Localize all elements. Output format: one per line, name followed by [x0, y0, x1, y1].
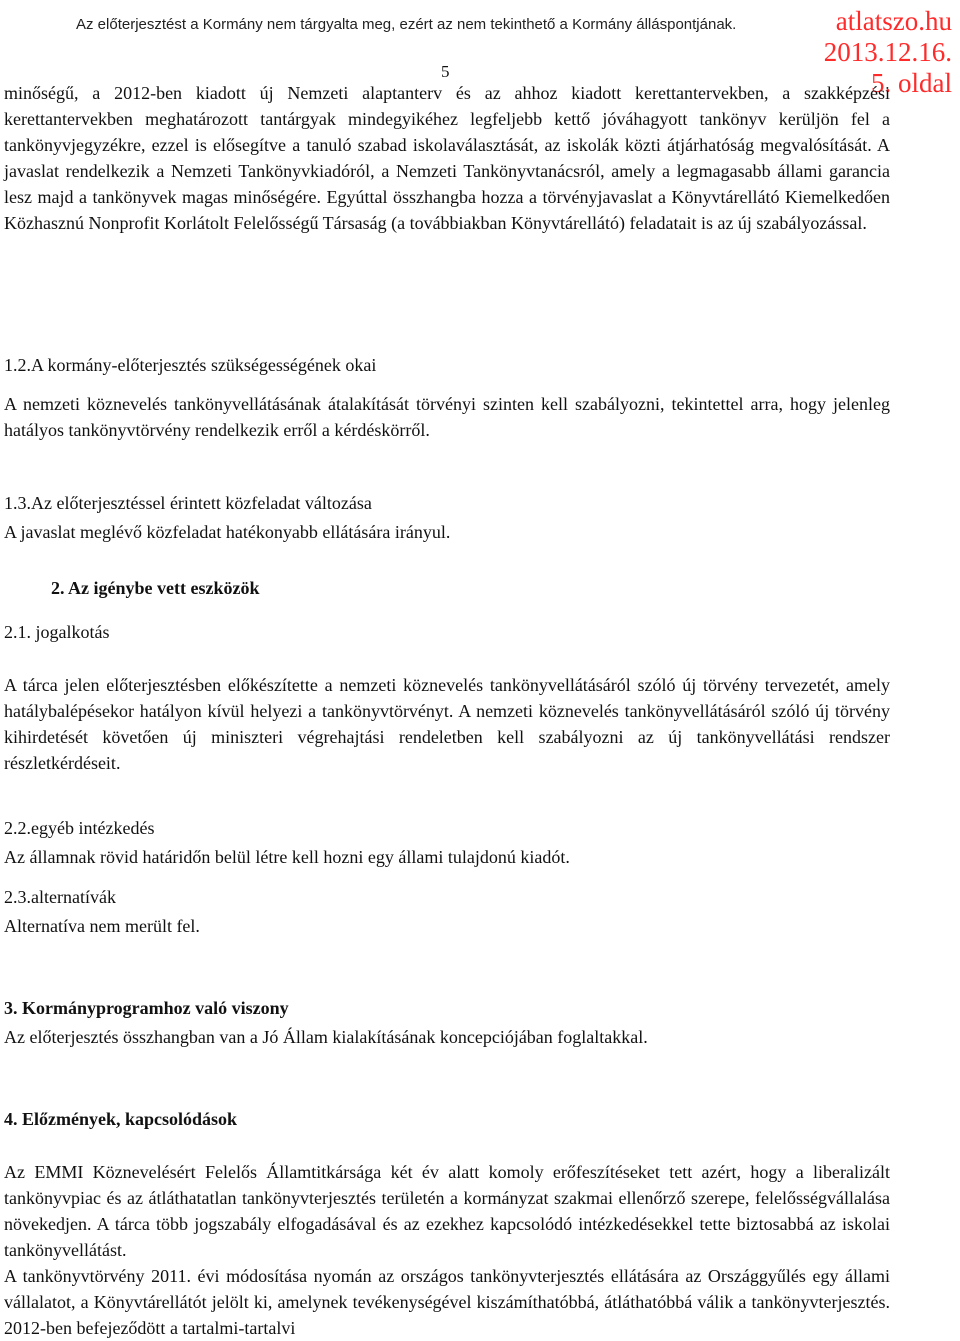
section-2-1-body: A tárca jelen előterjesztésben előkészítette a nemzeti köznevelés tankönyvellátásáról szóló új törvény tervezetét, amely hatálybalépésekor hatályon kívül helyezi a tankönyvtörvényt. A nemzeti köznevelés tankönyvellátásáról szóló új törvény kihirdetését követően új miniszteri végrehajtási rendeletben kell szabályozni az új tankönyvellátási rendszer részletkérdéseit. [4, 675, 890, 773]
section-4-paragraph-1: Az EMMI Köznevelésért Felelős Államtitkársága két év alatt komoly erőfeszítéseket tett azért, hogy a liberalizált tankönyvpiac és az átláthatatlan tankönyvterjesztés területén a kormányzat szakmai ellenőrző szerepe, felelősségvállalása növekedjen. A tárca több jogszabály elfogadásával és az ezekhez kapcsolódó intézkedésekkel tette biztosabbá az iskolai tankönyvellátást. [4, 1162, 890, 1260]
section-2-1-heading: 2.1. jogalkotás [4, 622, 110, 642]
section-4-heading: 4. Előzmények, kapcsolódások [4, 1109, 238, 1129]
section-3-heading: 3. Kormányprogramhoz való viszony [4, 998, 289, 1018]
section-2-2-heading: 2.2.egyéb intézkedés [4, 818, 155, 838]
intro-paragraph: minőségű, a 2012-ben kiadott új Nemzeti alaptanterv és az ahhoz kiadott kerettantervekben, a szakképzési kerettantervekben meghatározott tantárgyak mindegyikéhez legfeljebb kettő jóváhagyott tankönyv kerüljön fel a tankönyvjegyzékre, ezzel is elősegítve a tanuló szabad iskolaválasztását, az iskolák közti átjárhatóság megvalósítását. A javaslat rendelkezik a Nemzeti Tankönyvkiadóról, a Nemzeti Tankönyvtanácsról, amely a legmagasabb állami garancia lesz majd a tankönyvek magas minőségére. Egyúttal összhangba hozza a törvényjavaslat a Könyvtárellátó Kiemelkedően Közhasznú Nonprofit Korlátolt Felelősségű Társaság (a továbbiakban Könyvtárellátó) feladatait is az új szabályozással. [4, 83, 890, 233]
section-1-2-heading: 1.2.A kormány-előterjesztés szükségességének okai [4, 355, 377, 375]
section-2-2-body: Az államnak rövid határidőn belül létre kell hozni egy állami tulajdonú kiadót. [4, 847, 570, 867]
section-3-body: Az előterjesztés összhangban van a Jó Állam kialakításának koncepciójában foglaltakkal. [4, 1027, 648, 1047]
section-4-paragraph-2: A tankönyvtörvény 2011. évi módosítása nyomán az országos tankönyvterjesztés ellátására az Országgyűlés egy állami vállalatot, a Könyvtárellátót jelölt ki, amelynek tevékenységével kiszámíthatóbbá, átláthatóbbá válik a tankönyvterjesztés. 2012-ben befejeződött a tartalmi-tartalvi [4, 1266, 890, 1338]
stamp-site: atlatszo.hu [835, 6, 952, 36]
section-2-heading: 2. Az igénybe vett eszközök [51, 578, 260, 598]
section-1-3-body: A javaslat meglévő közfeladat hatékonyabb ellátására irányul. [4, 522, 451, 542]
section-1-2-body: A nemzeti köznevelés tankönyvellátásának átalakítását törvényi szinten kell szabályozni, tekintettel arra, hogy jelenleg hatályos tankönyvtörvény rendelkezik erről a kérdéskörről. [4, 394, 890, 440]
disclaimer-header: Az előterjesztést a Kormány nem tárgyalta meg, ezért az nem tekinthető a Kormány álláspontjának. [76, 16, 737, 33]
section-2-3-heading: 2.3.alternatívák [4, 887, 116, 907]
section-1-3-heading: 1.3.Az előterjesztéssel érintett közfeladat változása [4, 493, 372, 513]
section-2-3-body: Alternatíva nem merült fel. [4, 916, 200, 936]
section-4-body [4, 1159, 890, 1341]
stamp-date: 2013.12.16. [823, 37, 952, 67]
page-number: 5 [441, 62, 450, 81]
stamp-page: 5. oldal [871, 68, 952, 98]
